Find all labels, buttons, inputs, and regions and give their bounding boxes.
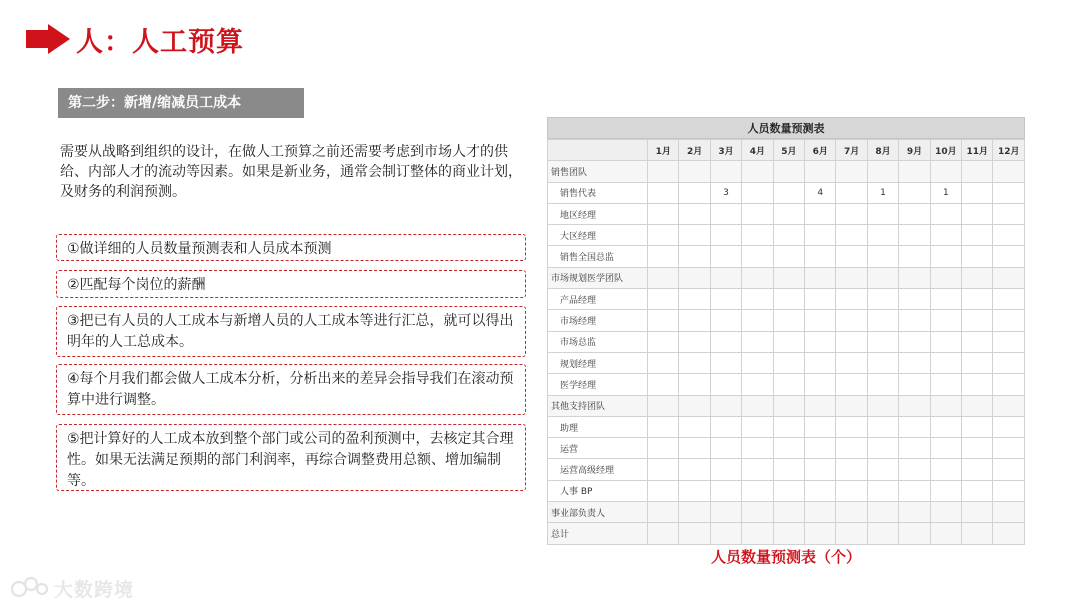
table-cell xyxy=(805,267,836,288)
table-cell xyxy=(805,374,836,395)
headcount-forecast-table xyxy=(547,117,1025,545)
table-cell xyxy=(962,352,993,373)
table-cell xyxy=(773,203,804,224)
table-cell xyxy=(773,480,804,501)
table-cell xyxy=(710,267,741,288)
table-caption: 人员数量预测表（个） xyxy=(710,548,861,566)
table-cell xyxy=(836,182,867,203)
table-cell xyxy=(993,502,1025,523)
table-cell xyxy=(710,374,741,395)
table-cell xyxy=(742,225,773,246)
table-row xyxy=(548,289,1025,310)
table-cell xyxy=(993,267,1025,288)
table-cell xyxy=(710,352,741,373)
table-cell xyxy=(648,246,679,267)
table-cell xyxy=(679,161,710,182)
table-cell xyxy=(993,438,1025,459)
table-cell xyxy=(679,374,710,395)
table-cell xyxy=(836,395,867,416)
table-cell xyxy=(993,225,1025,246)
table-cell xyxy=(867,459,898,480)
table-cell xyxy=(836,480,867,501)
table-cell xyxy=(773,523,804,544)
step-banner: 第二步：新增/缩减员工成本 xyxy=(58,88,304,118)
table-cell xyxy=(930,331,961,352)
table-cell xyxy=(836,502,867,523)
table-cell xyxy=(648,395,679,416)
table-cell xyxy=(899,182,930,203)
table-cell xyxy=(773,395,804,416)
table-cell xyxy=(899,395,930,416)
table-row xyxy=(548,182,1025,203)
table-cell xyxy=(710,289,741,310)
table-cell xyxy=(710,203,741,224)
table-cell xyxy=(710,416,741,437)
header-month: 10月 xyxy=(930,140,961,161)
table-cell xyxy=(930,523,961,544)
row-label: 市场经理 xyxy=(548,310,648,331)
table-cell xyxy=(899,438,930,459)
table-cell xyxy=(899,480,930,501)
table-cell xyxy=(742,182,773,203)
table-cell xyxy=(867,502,898,523)
table-cell xyxy=(962,480,993,501)
table-cell xyxy=(742,438,773,459)
table-cell xyxy=(899,331,930,352)
table-title: 人员数量预测表 xyxy=(547,117,1025,139)
table-cell xyxy=(930,352,961,373)
table-cell xyxy=(962,416,993,437)
red-arrow-icon xyxy=(26,24,70,54)
table-cell xyxy=(930,289,961,310)
table-cell xyxy=(710,225,741,246)
watermark xyxy=(10,574,134,602)
table-cell xyxy=(836,374,867,395)
table-cell xyxy=(899,523,930,544)
header-month: 7月 xyxy=(836,140,867,161)
table-cell xyxy=(993,395,1025,416)
table-cell xyxy=(805,225,836,246)
table-cell xyxy=(742,480,773,501)
table-cell xyxy=(648,225,679,246)
table-cell xyxy=(679,289,710,310)
table-cell xyxy=(962,161,993,182)
table-cell xyxy=(742,310,773,331)
table-row xyxy=(548,225,1025,246)
table-cell xyxy=(899,416,930,437)
table-row xyxy=(548,438,1025,459)
table-cell xyxy=(805,352,836,373)
table-cell xyxy=(773,182,804,203)
table-cell xyxy=(962,310,993,331)
table-cell xyxy=(962,395,993,416)
table-row xyxy=(548,459,1025,480)
table-cell xyxy=(867,246,898,267)
table-cell xyxy=(899,310,930,331)
header-month: 4月 xyxy=(742,140,773,161)
table-row xyxy=(548,161,1025,182)
table-cell: 3 xyxy=(710,182,741,203)
table-cell xyxy=(962,246,993,267)
row-label: 事业部负责人 xyxy=(548,502,648,523)
table-cell xyxy=(710,480,741,501)
table-cell xyxy=(710,395,741,416)
table-cell xyxy=(836,310,867,331)
table-cell xyxy=(648,289,679,310)
row-label: 市场总监 xyxy=(548,331,648,352)
table-cell xyxy=(648,203,679,224)
table-cell xyxy=(742,374,773,395)
table-cell xyxy=(773,225,804,246)
header-month: 6月 xyxy=(805,140,836,161)
table-row xyxy=(548,267,1025,288)
table-cell xyxy=(742,523,773,544)
table-cell xyxy=(836,523,867,544)
table-cell xyxy=(867,416,898,437)
table-cell xyxy=(805,289,836,310)
table-cell xyxy=(742,246,773,267)
table-cell xyxy=(836,267,867,288)
table-cell xyxy=(993,331,1025,352)
intro-paragraph: 需要从战略到组织的设计，在做人工预算之前还需要考虑到市场人才的供给、内部人才的流动等因素。如果是新业务，通常会制订整体的商业计划，及财务的利润预测。 xyxy=(60,144,522,200)
table-cell xyxy=(836,161,867,182)
table-cell xyxy=(805,438,836,459)
table-cell xyxy=(899,225,930,246)
table-cell xyxy=(962,182,993,203)
table-cell xyxy=(993,523,1025,544)
step-box-3: ③把已有人员的人工成本与新增人员的人工成本等进行汇总，就可以得出明年的人工总成本。 xyxy=(56,306,526,357)
table-cell xyxy=(742,352,773,373)
table-cell xyxy=(899,246,930,267)
table-cell xyxy=(899,502,930,523)
header-month: 5月 xyxy=(773,140,804,161)
table-cell xyxy=(899,203,930,224)
table-cell xyxy=(867,395,898,416)
table-cell xyxy=(648,523,679,544)
table-cell xyxy=(867,161,898,182)
table-row xyxy=(548,416,1025,437)
header-month: 11月 xyxy=(962,140,993,161)
table-cell xyxy=(648,374,679,395)
table-cell xyxy=(930,438,961,459)
table-cell xyxy=(867,374,898,395)
table-cell xyxy=(648,438,679,459)
table-cell xyxy=(742,203,773,224)
table-cell xyxy=(710,331,741,352)
table-cell xyxy=(899,289,930,310)
table-cell xyxy=(679,523,710,544)
header-month: 1月 xyxy=(648,140,679,161)
table-cell xyxy=(993,352,1025,373)
table-cell xyxy=(710,523,741,544)
header-month: 8月 xyxy=(867,140,898,161)
table-cell: 4 xyxy=(805,182,836,203)
table-row xyxy=(548,352,1025,373)
bubble-logo-icon xyxy=(10,575,50,601)
table-cell xyxy=(930,416,961,437)
step-box-2: ②匹配每个岗位的薪酬 xyxy=(56,270,526,298)
table-cell xyxy=(679,352,710,373)
row-label: 运营高级经理 xyxy=(548,459,648,480)
table-cell xyxy=(742,161,773,182)
table-row xyxy=(548,502,1025,523)
table-cell xyxy=(899,267,930,288)
table-cell xyxy=(648,310,679,331)
header-month: 12月 xyxy=(993,140,1025,161)
table-cell xyxy=(742,289,773,310)
table-cell xyxy=(993,161,1025,182)
table-cell xyxy=(679,331,710,352)
table-cell xyxy=(773,438,804,459)
table-row xyxy=(548,246,1025,267)
table-cell xyxy=(648,182,679,203)
table-cell xyxy=(962,523,993,544)
table-cell xyxy=(930,203,961,224)
table-cell xyxy=(993,182,1025,203)
table-cell xyxy=(993,374,1025,395)
table-cell xyxy=(962,374,993,395)
row-label: 大区经理 xyxy=(548,225,648,246)
row-label: 市场规划医学团队 xyxy=(548,267,648,288)
header-month: 9月 xyxy=(899,140,930,161)
table-cell xyxy=(962,225,993,246)
table-cell xyxy=(867,480,898,501)
row-label: 销售代表 xyxy=(548,182,648,203)
table-cell xyxy=(773,161,804,182)
table-cell xyxy=(805,395,836,416)
table-cell xyxy=(962,459,993,480)
table-cell xyxy=(805,246,836,267)
table-cell xyxy=(836,289,867,310)
table-cell xyxy=(962,438,993,459)
table-cell xyxy=(773,310,804,331)
table-cell xyxy=(993,459,1025,480)
table-cell xyxy=(993,480,1025,501)
table-cell xyxy=(742,331,773,352)
table-row xyxy=(548,203,1025,224)
row-label: 医学经理 xyxy=(548,374,648,395)
table-cell xyxy=(836,438,867,459)
table-cell xyxy=(867,352,898,373)
table-cell xyxy=(962,267,993,288)
table-cell xyxy=(679,203,710,224)
table-cell xyxy=(930,246,961,267)
table-row xyxy=(548,395,1025,416)
table-cell xyxy=(899,459,930,480)
table-row xyxy=(548,480,1025,501)
table-row xyxy=(548,310,1025,331)
table-cell xyxy=(679,480,710,501)
table-cell xyxy=(679,502,710,523)
table-cell xyxy=(836,331,867,352)
table-cell xyxy=(648,459,679,480)
table-cell xyxy=(679,438,710,459)
table-cell xyxy=(993,310,1025,331)
table-cell xyxy=(805,523,836,544)
table-cell xyxy=(773,289,804,310)
table-cell xyxy=(742,502,773,523)
table-cell xyxy=(867,331,898,352)
table-cell xyxy=(710,438,741,459)
table-cell xyxy=(679,246,710,267)
table-cell xyxy=(773,502,804,523)
table-cell xyxy=(993,203,1025,224)
table-cell xyxy=(648,267,679,288)
table-cell xyxy=(962,203,993,224)
table-cell xyxy=(836,203,867,224)
table-cell xyxy=(805,459,836,480)
table-cell: 1 xyxy=(867,182,898,203)
table-cell xyxy=(993,416,1025,437)
header-role xyxy=(548,140,648,161)
row-label: 运营 xyxy=(548,438,648,459)
table-cell xyxy=(930,480,961,501)
table-cell xyxy=(679,310,710,331)
table-cell xyxy=(773,352,804,373)
table-cell xyxy=(899,352,930,373)
table-cell xyxy=(867,310,898,331)
table-cell xyxy=(930,225,961,246)
table-cell xyxy=(742,459,773,480)
table-cell xyxy=(805,331,836,352)
header-month: 2月 xyxy=(679,140,710,161)
table-cell xyxy=(679,395,710,416)
table-cell xyxy=(867,289,898,310)
table-cell xyxy=(836,459,867,480)
table-cell xyxy=(679,182,710,203)
table-cell xyxy=(679,225,710,246)
table-cell xyxy=(773,374,804,395)
table-cell xyxy=(648,352,679,373)
table-cell xyxy=(773,416,804,437)
table-cell xyxy=(930,374,961,395)
table-cell xyxy=(993,246,1025,267)
table-cell xyxy=(930,161,961,182)
table-cell xyxy=(710,310,741,331)
table-cell xyxy=(805,161,836,182)
table-cell xyxy=(993,289,1025,310)
table-row xyxy=(548,331,1025,352)
table-cell xyxy=(648,331,679,352)
table-cell xyxy=(867,225,898,246)
table-cell xyxy=(962,502,993,523)
table-cell xyxy=(742,416,773,437)
table-cell xyxy=(836,416,867,437)
table-cell xyxy=(648,416,679,437)
table-cell xyxy=(836,225,867,246)
table-cell xyxy=(805,480,836,501)
row-label: 规划经理 xyxy=(548,352,648,373)
table-cell: 1 xyxy=(930,182,961,203)
step-box-5: ⑤把计算好的人工成本放到整个部门或公司的盈利预测中，去核定其合理性。如果无法满足预期的部门利润率，再综合调整费用总额、增加编制等。 xyxy=(56,424,526,491)
table-cell xyxy=(773,459,804,480)
table-cell xyxy=(710,502,741,523)
table-cell xyxy=(930,395,961,416)
row-label: 产品经理 xyxy=(548,289,648,310)
table-cell xyxy=(805,203,836,224)
table-cell xyxy=(867,438,898,459)
table-cell xyxy=(805,416,836,437)
table-cell xyxy=(805,310,836,331)
table-cell xyxy=(867,267,898,288)
table-cell xyxy=(710,161,741,182)
table-cell xyxy=(836,352,867,373)
row-label: 助理 xyxy=(548,416,648,437)
table-cell xyxy=(773,267,804,288)
table-cell xyxy=(773,246,804,267)
table-cell xyxy=(773,331,804,352)
table-cell xyxy=(710,246,741,267)
table-body xyxy=(548,161,1025,544)
table-cell xyxy=(648,502,679,523)
table-header-row xyxy=(548,140,1025,161)
table-cell xyxy=(899,161,930,182)
table-cell xyxy=(899,374,930,395)
row-label: 其他支持团队 xyxy=(548,395,648,416)
row-label: 销售全国总监 xyxy=(548,246,648,267)
table-cell xyxy=(742,267,773,288)
table-cell xyxy=(679,459,710,480)
table-cell xyxy=(962,331,993,352)
step-box-1: ①做详细的人员数量预测表和人员成本预测 xyxy=(56,234,526,261)
row-label: 地区经理 xyxy=(548,203,648,224)
watermark-text: 大数跨境 xyxy=(54,578,135,601)
table-cell xyxy=(867,203,898,224)
table-cell xyxy=(962,289,993,310)
row-label: 人事 BP xyxy=(548,480,648,501)
table-row xyxy=(548,374,1025,395)
page-title: 人：人工预算 xyxy=(76,27,244,58)
table-cell xyxy=(836,246,867,267)
table-cell xyxy=(679,267,710,288)
table-cell xyxy=(867,523,898,544)
step-box-4: ④每个月我们都会做人工成本分析，分析出来的差异会指导我们在滚动预算中进行调整。 xyxy=(56,364,526,415)
table-cell xyxy=(679,416,710,437)
header-month: 3月 xyxy=(710,140,741,161)
table-cell xyxy=(742,395,773,416)
table-cell xyxy=(805,502,836,523)
table-cell xyxy=(930,310,961,331)
table-cell xyxy=(710,459,741,480)
table-cell xyxy=(648,480,679,501)
table-cell xyxy=(648,161,679,182)
table-row xyxy=(548,523,1025,544)
row-label: 销售团队 xyxy=(548,161,648,182)
table-cell xyxy=(930,459,961,480)
table-cell xyxy=(930,502,961,523)
table-cell xyxy=(930,267,961,288)
row-label: 总计 xyxy=(548,523,648,544)
